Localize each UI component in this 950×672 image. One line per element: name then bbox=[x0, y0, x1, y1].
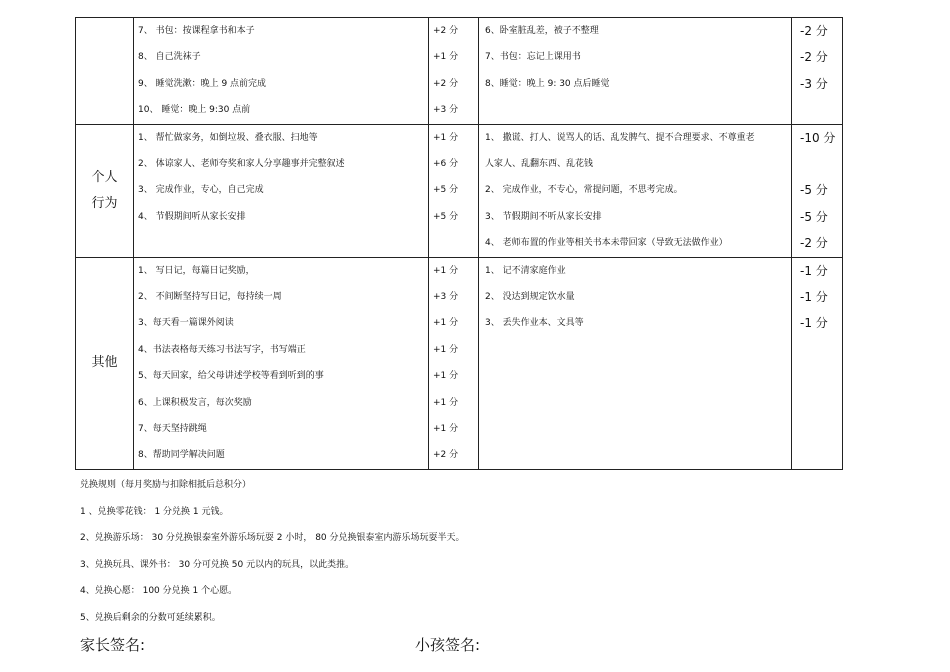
reward-points: +5 分 bbox=[433, 185, 459, 196]
reward-item: 9、 睡觉洗漱：晚上 9 点前完成 bbox=[138, 78, 267, 89]
reward-item: 7、 书包：按课程拿书和本子 bbox=[138, 26, 255, 36]
penalty-points: -5 分 bbox=[800, 209, 828, 224]
reward-points: +1 分 bbox=[433, 423, 459, 434]
reward-items-cell bbox=[134, 257, 429, 469]
reward-points: +2 分 bbox=[433, 450, 459, 461]
table-row bbox=[76, 124, 843, 257]
reward-points: +2 分 bbox=[433, 26, 459, 36]
penalty-item: 3、 丢失作业本、文具等 bbox=[485, 318, 584, 329]
reward-item: 1、 帮忙做家务，如倒垃圾、叠衣服、扫地等 bbox=[138, 132, 318, 143]
score-table bbox=[75, 17, 843, 470]
category-label: 个人 bbox=[91, 169, 118, 185]
rule-item: 4、兑换心愿： 100 分兑换 1 个心愿。 bbox=[80, 586, 238, 596]
penalty-item: 1、 记不清家庭作业 bbox=[485, 265, 566, 276]
reward-points: +6 分 bbox=[433, 158, 459, 169]
penalty-item: 3、 节假期间不听从家长安排 bbox=[485, 211, 602, 222]
reward-item: 4、 节假期间听从家长安排 bbox=[138, 211, 246, 222]
reward-points: +3 分 bbox=[433, 291, 459, 302]
reward-points-cell bbox=[429, 124, 479, 257]
reward-points: +1 分 bbox=[433, 344, 459, 355]
penalty-points-cell bbox=[792, 18, 843, 125]
reward-points: +1 分 bbox=[433, 397, 459, 408]
penalty-item: 8、睡觉：晚上 9: 30 点后睡觉 bbox=[485, 78, 610, 89]
reward-points: +5 分 bbox=[433, 211, 459, 222]
reward-items-cell bbox=[134, 124, 429, 257]
penalty-points-cell bbox=[792, 124, 843, 257]
reward-points-cell bbox=[429, 257, 479, 469]
category-cell bbox=[76, 124, 134, 257]
child-signature-label: 小孩签名: bbox=[415, 636, 481, 654]
penalty-points: -2 分 bbox=[800, 24, 828, 38]
rule-item: 5、兑换后剩余的分数可延续累积。 bbox=[80, 612, 221, 623]
penalty-item: 4、 老师布置的作业等相关书本未带回家（导致无法做作业） bbox=[485, 238, 728, 249]
reward-item: 4、书法表格每天练习书法写字，书写端正 bbox=[138, 344, 306, 355]
reward-item: 8、帮助同学解决问题 bbox=[138, 450, 225, 461]
penalty-points: -1 分 bbox=[800, 316, 828, 331]
rule-item: 1 、兑换零花钱： 1 分兑换 1 元钱。 bbox=[80, 506, 229, 517]
rule-item: 2、兑换游乐场： 30 分兑换银泰室外游乐场玩耍 2 小时， 80 分兑换银泰室内游乐场玩耍半天。 bbox=[80, 533, 465, 543]
reward-points: +1 分 bbox=[433, 265, 459, 276]
penalty-points bbox=[792, 151, 842, 177]
reward-points: +1 分 bbox=[433, 52, 459, 63]
penalty-points: -10 分 bbox=[800, 130, 836, 145]
rules-heading: 兑换规则（每月奖励与扣除相抵后总积分） bbox=[80, 480, 252, 490]
reward-points: +1 分 bbox=[433, 318, 459, 329]
reward-item: 3、每天看一篇课外阅读 bbox=[138, 318, 234, 329]
category-cell bbox=[76, 257, 134, 469]
reward-item: 6、上课积极发言，每次奖励 bbox=[138, 397, 252, 408]
penalty-points: -2 分 bbox=[800, 236, 828, 251]
exchange-rules bbox=[80, 472, 465, 631]
rule-item: 3、兑换玩具、课外书： 30 分可兑换 50 元以内的玩具，以此类推。 bbox=[80, 559, 355, 570]
reward-item: 1、 写日记，每篇日记奖励， bbox=[138, 265, 255, 276]
reward-item: 10、 睡觉：晚上 9:30 点前 bbox=[138, 105, 251, 116]
penalty-item: 1、 撒谎、打人、说骂人的话、乱发脾气、提不合理要求、不尊重老 bbox=[485, 132, 755, 143]
penalty-items-cell bbox=[479, 18, 792, 125]
penalty-item: 7、书包：忘记上课用书 bbox=[485, 52, 581, 63]
reward-item: 8、 自己洗袜子 bbox=[138, 52, 201, 63]
reward-points-cell bbox=[429, 18, 479, 125]
penalty-points: -1 分 bbox=[800, 289, 828, 304]
parent-signature-label: 家长签名: bbox=[80, 636, 146, 654]
reward-item: 2、 不间断坚持写日记，每持续一周 bbox=[138, 291, 282, 302]
reward-item: 7、每天坚持跳绳 bbox=[138, 423, 207, 434]
table-row bbox=[76, 18, 843, 125]
table-row bbox=[76, 257, 843, 469]
category-label: 行为 bbox=[91, 195, 118, 211]
category-cell-empty bbox=[76, 18, 134, 125]
penalty-item: 6、卧室脏乱差，被子不整理 bbox=[485, 26, 599, 36]
reward-points: +3 分 bbox=[433, 105, 459, 116]
penalty-items-cell bbox=[479, 124, 792, 257]
penalty-points-cell bbox=[792, 257, 843, 469]
reward-points: +1 分 bbox=[433, 132, 459, 143]
penalty-points: -5 分 bbox=[800, 183, 828, 198]
reward-points: +2 分 bbox=[433, 78, 459, 89]
penalty-item: 2、 没达到规定饮水量 bbox=[485, 291, 575, 302]
category-label: 其他 bbox=[91, 355, 118, 371]
penalty-points: -2 分 bbox=[800, 50, 828, 65]
penalty-points: -3 分 bbox=[800, 76, 828, 91]
penalty-item: 2、 完成作业，不专心，常提问题，不思考完成。 bbox=[485, 185, 683, 196]
penalty-points: -1 分 bbox=[800, 263, 828, 278]
penalty-items-cell bbox=[479, 257, 792, 469]
reward-item: 5、每天回家，给父母讲述学校等看到听到的事 bbox=[138, 371, 324, 382]
reward-points: +1 分 bbox=[433, 371, 459, 382]
reward-item: 2、 体谅家人、老师夸奖和家人分享趣事并完整叙述 bbox=[138, 158, 345, 169]
reward-items-cell bbox=[134, 18, 429, 125]
reward-item: 3、 完成作业，专心，自己完成 bbox=[138, 185, 264, 196]
penalty-item: 人家人、乱翻东西、乱花钱 bbox=[485, 158, 594, 169]
